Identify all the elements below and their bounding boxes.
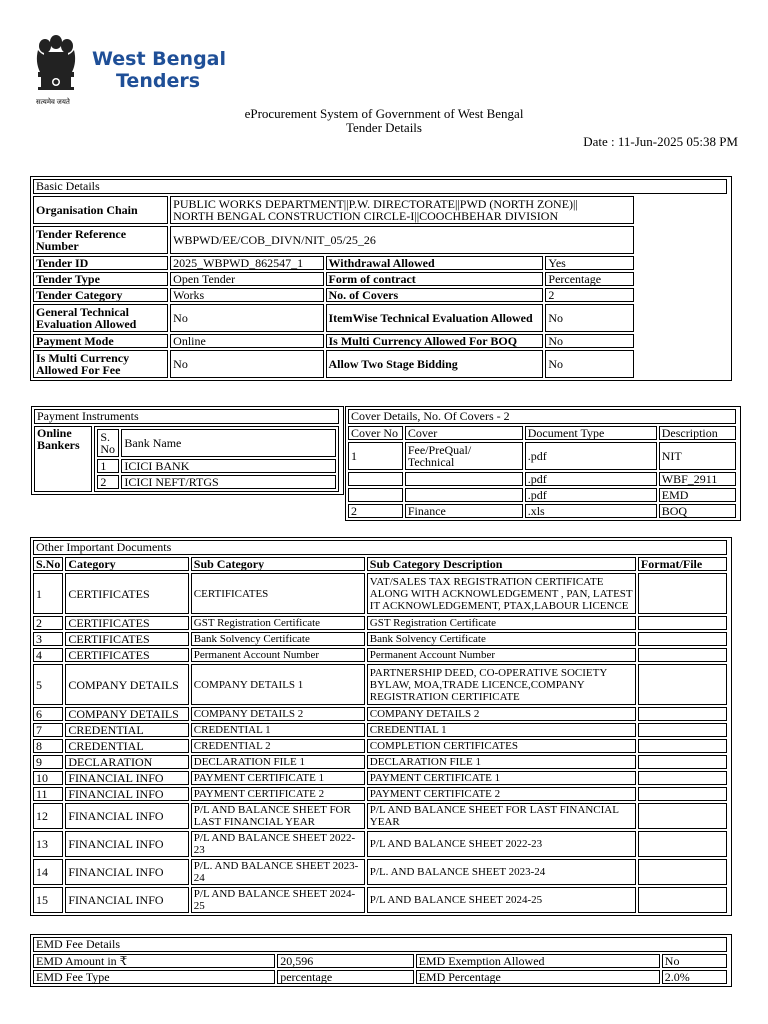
tender-ref-label: Tender Reference Number (33, 226, 168, 254)
basic-details-section (30, 176, 732, 381)
org-chain-label: Organisation Chain (33, 196, 168, 224)
row-description: P/L. AND BALANCE SHEET 2023-24 (367, 859, 636, 885)
row-category: FINANCIAL INFO (65, 859, 188, 885)
document-type-header: Document Type (525, 426, 657, 440)
row-sub-category: GST Registration Certificate (191, 616, 365, 630)
cover-no (348, 472, 403, 486)
sno-header: S.No (33, 557, 63, 571)
multi-fee-label: Is Multi Currency Allowed For Fee (33, 350, 168, 378)
tender-category-label: Tender Category (33, 288, 168, 302)
row-format-file (638, 787, 727, 801)
row-description: PARTNERSHIP DEED, CO-OPERATIVE SOCIETY BYLAW, MOA,TRADE LICENCE,COMPANY REGISTRATION CERTIFICATE (367, 664, 636, 705)
row-format-file (638, 632, 727, 646)
table-row (33, 707, 727, 721)
row-category: CREDENTIAL (65, 723, 188, 737)
row-sub-category: COMPANY DETAILS 1 (191, 664, 365, 705)
row-category: FINANCIAL INFO (65, 771, 188, 785)
row-sno: 14 (33, 859, 63, 885)
row-sno: 3 (33, 632, 63, 646)
two-stage-value: No (545, 350, 634, 378)
cover-name: Fee/PreQual/ Technical (405, 442, 523, 470)
emd-fee-table (31, 935, 729, 986)
org-chain-value (170, 196, 634, 224)
other-documents-section (30, 537, 732, 916)
cover-no: 2 (348, 504, 403, 518)
document-type: .pdf (525, 472, 657, 486)
row-category: COMPANY DETAILS (65, 707, 188, 721)
row-sub-category: PAYMENT CERTIFICATE 1 (191, 771, 365, 785)
cover-name (405, 472, 523, 486)
emd-exemption-value: No (662, 954, 727, 968)
document-type: .pdf (525, 488, 657, 502)
row-format-file (638, 664, 727, 705)
row-category: CERTIFICATES (65, 648, 188, 662)
row-description: DECLARATION FILE 1 (367, 755, 636, 769)
row-sno: 9 (33, 755, 63, 769)
emd-percentage-label: EMD Percentage (416, 970, 660, 984)
row-sub-category: COMPANY DETAILS 2 (191, 707, 365, 721)
section-title: Cover Details, No. Of Covers - 2 (348, 409, 736, 424)
emd-amount-label: EMD Amount in ₹ (33, 954, 275, 968)
row-sub-category: P/L AND BALANCE SHEET 2024-25 (191, 887, 365, 913)
sub-category-description-header: Sub Category Description (367, 557, 636, 571)
row-format-file (638, 616, 727, 630)
row-sno: 10 (33, 771, 63, 785)
row-sub-category: CREDENTIAL 2 (191, 739, 365, 753)
row-format-file (638, 831, 727, 857)
withdrawal-label: Withdrawal Allowed (326, 256, 544, 270)
row-sub-category: CERTIFICATES (191, 573, 365, 614)
row-sub-category: PAYMENT CERTIFICATE 2 (191, 787, 365, 801)
row-format-file (638, 755, 727, 769)
tender-ref-value: WBPWD/EE/COB_DIVN/NIT_05/25_26 (170, 226, 634, 254)
row-sno: 8 (33, 739, 63, 753)
row-description: P/L AND BALANCE SHEET 2024-25 (367, 887, 636, 913)
online-bankers-label: Online Bankers (34, 426, 92, 492)
row-category: CERTIFICATES (65, 632, 188, 646)
table-row (33, 831, 727, 857)
row-sno: 15 (33, 887, 63, 913)
bank-name: ICICI NEFT/RTGS (121, 475, 336, 489)
tender-type-value: Open Tender (170, 272, 323, 286)
table-row (33, 859, 727, 885)
basic-details-table (31, 177, 729, 380)
row-format-file (638, 648, 727, 662)
document-description: BOQ (659, 504, 736, 518)
row-description: PAYMENT CERTIFICATE 1 (367, 771, 636, 785)
row-description: P/L AND BALANCE SHEET FOR LAST FINANCIAL YEAR (367, 803, 636, 829)
table-row (33, 755, 727, 769)
report-date: Date : 11-Jun-2025 05:38 PM (583, 134, 738, 149)
row-format-file (638, 723, 727, 737)
row-category: FINANCIAL INFO (65, 803, 188, 829)
row-sno: 13 (33, 831, 63, 857)
row-category: DECLARATION (65, 755, 188, 769)
row-sno: 11 (33, 787, 63, 801)
tender-type-label: Tender Type (33, 272, 168, 286)
row-sno: 5 (33, 664, 63, 705)
row-description: Permanent Account Number (367, 648, 636, 662)
row-format-file (638, 573, 727, 614)
row-sub-category: Bank Solvency Certificate (191, 632, 365, 646)
section-title: Payment Instruments (34, 409, 339, 424)
row-description: P/L AND BALANCE SHEET 2022-23 (367, 831, 636, 857)
section-title: EMD Fee Details (33, 937, 727, 952)
document-description: WBF_2911 (659, 472, 736, 486)
row-format-file (638, 771, 727, 785)
row-category: CERTIFICATES (65, 616, 188, 630)
brand-line-1: West Bengal (92, 48, 227, 70)
tender-id-value: 2025_WBPWD_862547_1 (170, 256, 323, 270)
row-description: GST Registration Certificate (367, 616, 636, 630)
other-documents-rows (33, 573, 727, 913)
row-sno: 4 (33, 648, 63, 662)
section-title: Other Important Documents (33, 540, 727, 555)
table-row (33, 771, 727, 785)
emblem-motto: सत्यमेव जयते (36, 98, 70, 106)
tender-id-label: Tender ID (33, 256, 168, 270)
table-row (33, 787, 727, 801)
document-description: NIT (659, 442, 736, 470)
covers-label: No. of Covers (326, 288, 544, 302)
system-title: eProcurement System of Government of West Bengal (244, 106, 524, 121)
cover-details-table (346, 407, 738, 520)
document-title: Tender Details (346, 120, 422, 135)
multi-fee-value: No (170, 350, 323, 378)
document-description: EMD (659, 488, 736, 502)
format-file-header: Format/File (638, 557, 727, 571)
table-row (33, 723, 727, 737)
online-bankers-table (94, 426, 339, 492)
row-format-file (638, 859, 727, 885)
brand-line-2: Tenders (116, 70, 201, 92)
west-bengal-tenders-logo (30, 32, 230, 110)
form-contract-value: Percentage (545, 272, 634, 286)
bank-sno: 2 (97, 475, 119, 489)
ashoka-emblem-icon (30, 32, 82, 108)
row-format-file (638, 707, 727, 721)
emd-percentage-value: 2.0% (662, 970, 727, 984)
multi-boq-label: Is Multi Currency Allowed For BOQ (326, 334, 544, 348)
row-category: COMPANY DETAILS (65, 664, 188, 705)
sub-category-header: Sub Category (191, 557, 365, 571)
row-category: FINANCIAL INFO (65, 831, 188, 857)
cover-details-section (345, 406, 741, 521)
row-category: CERTIFICATES (65, 573, 188, 614)
covers-value: 2 (545, 288, 634, 302)
tender-category-value: Works (170, 288, 323, 302)
row-description: PAYMENT CERTIFICATE 2 (367, 787, 636, 801)
payment-instruments-section (31, 406, 344, 495)
section-title: Basic Details (33, 179, 727, 194)
document-type: .pdf (525, 442, 657, 470)
itemwise-value: No (545, 304, 634, 332)
row-category: FINANCIAL INFO (65, 887, 188, 913)
gte-label: General Technical Evaluation Allowed (33, 304, 168, 332)
table-row (33, 573, 727, 614)
gte-value: No (170, 304, 323, 332)
row-sno: 2 (33, 616, 63, 630)
cover-name (405, 488, 523, 502)
cover-header: Cover (405, 426, 523, 440)
cover-no-header: Cover No (348, 426, 403, 440)
payment-mode-label: Payment Mode (33, 334, 168, 348)
row-sub-category: DECLARATION FILE 1 (191, 755, 365, 769)
itemwise-label: ItemWise Technical Evaluation Allowed (326, 304, 544, 332)
row-description: COMPANY DETAILS 2 (367, 707, 636, 721)
row-sub-category: P/L AND BALANCE SHEET 2022-23 (191, 831, 365, 857)
row-sno: 7 (33, 723, 63, 737)
document-type: .xls (525, 504, 657, 518)
row-format-file (638, 887, 727, 913)
other-documents-table (31, 538, 729, 915)
table-row (33, 648, 727, 662)
withdrawal-value: Yes (545, 256, 634, 270)
table-row (33, 632, 727, 646)
cover-no: 1 (348, 442, 403, 470)
two-stage-label: Allow Two Stage Bidding (326, 350, 544, 378)
multi-boq-value: No (545, 334, 634, 348)
table-row (33, 739, 727, 753)
bank-name-header: Bank Name (121, 429, 336, 457)
row-sno: 6 (33, 707, 63, 721)
row-category: CREDENTIAL (65, 739, 188, 753)
emd-exemption-label: EMD Exemption Allowed (416, 954, 660, 968)
row-category: FINANCIAL INFO (65, 787, 188, 801)
row-description: CREDENTIAL 1 (367, 723, 636, 737)
description-header: Description (659, 426, 736, 440)
table-row (33, 887, 727, 913)
bank-sno: 1 (97, 459, 119, 473)
sno-header: S.No (97, 429, 119, 457)
emd-amount-value: 20,596 (277, 954, 413, 968)
emd-fee-type-value: percentage (277, 970, 413, 984)
payment-mode-value: Online (170, 334, 323, 348)
row-description: COMPLETION CERTIFICATES (367, 739, 636, 753)
row-sub-category: Permanent Account Number (191, 648, 365, 662)
row-format-file (638, 803, 727, 829)
org-chain-line-1: PUBLIC WORKS DEPARTMENT||P.W. DIRECTORATE||PWD (NORTH ZONE)|| (173, 197, 578, 211)
table-row (33, 803, 727, 829)
cover-name: Finance (405, 504, 523, 518)
row-description: Bank Solvency Certificate (367, 632, 636, 646)
row-sno: 1 (33, 573, 63, 614)
row-sub-category: CREDENTIAL 1 (191, 723, 365, 737)
row-sub-category: P/L. AND BALANCE SHEET 2023-24 (191, 859, 365, 885)
payment-instruments-table (32, 407, 341, 494)
row-sub-category: P/L AND BALANCE SHEET FOR LAST FINANCIAL YEAR (191, 803, 365, 829)
category-header: Category (65, 557, 188, 571)
emd-fee-type-label: EMD Fee Type (33, 970, 275, 984)
cover-no (348, 488, 403, 502)
table-row (33, 616, 727, 630)
bank-name: ICICI BANK (121, 459, 336, 473)
table-row (33, 664, 727, 705)
row-description: VAT/SALES TAX REGISTRATION CERTIFICATE ALONG WITH ACKNOWLEDGEMENT , PAN, LATEST IT ACKNOWLEDGEMENT, PTAX,LABOUR LICENCE (367, 573, 636, 614)
org-chain-line-2: NORTH BENGAL CONSTRUCTION CIRCLE-I||COOCHBEHAR DIVISION (173, 209, 559, 223)
row-format-file (638, 739, 727, 753)
row-sno: 12 (33, 803, 63, 829)
emd-fee-section (30, 934, 732, 987)
form-contract-label: Form of contract (326, 272, 544, 286)
